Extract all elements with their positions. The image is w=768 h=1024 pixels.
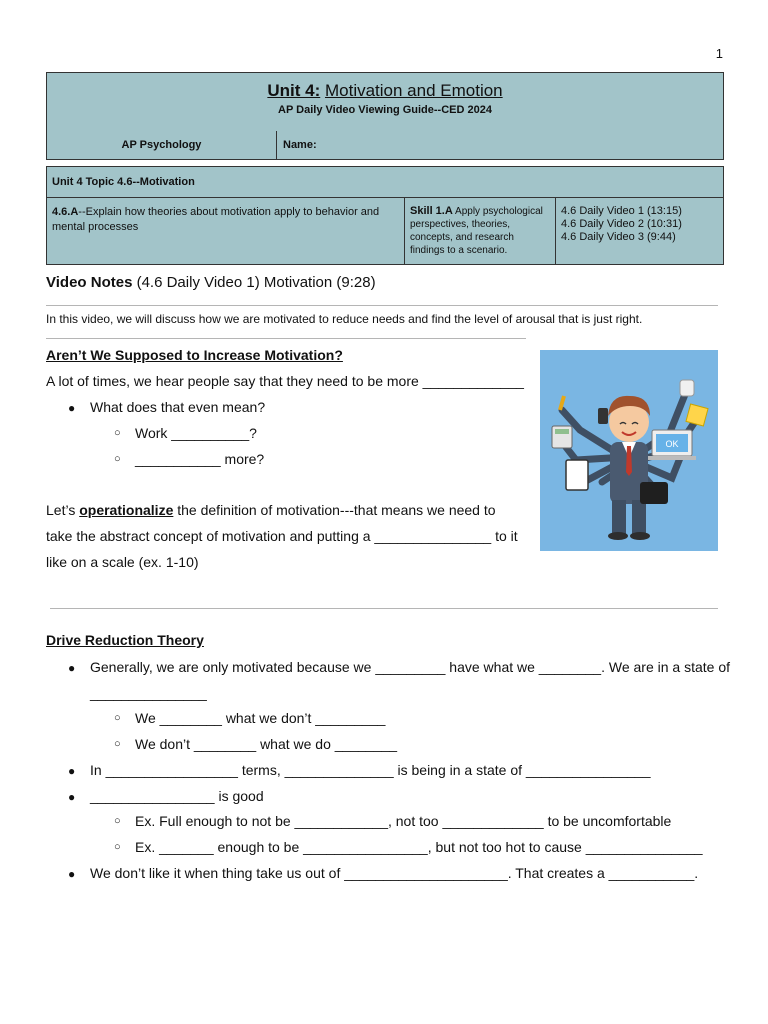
sub-bullet: ○ — [114, 841, 121, 853]
course-label: AP Psychology — [47, 131, 277, 159]
bullet-text-continued: _______________ — [90, 685, 207, 701]
sub-bullet: ○ — [114, 427, 121, 439]
skill-text: Apply psychological perspectives, theories, concepts, and research findings to a scenario. — [410, 206, 543, 256]
course-name-row — [46, 131, 724, 160]
skill-code: Skill 1.A — [410, 205, 453, 217]
guide-subtitle: AP Daily Video Viewing Guide--CED 2024 — [278, 104, 492, 116]
bullet-text: ________________ is good — [90, 788, 264, 804]
video-item: 4.6 Daily Video 3 (9:44) — [561, 231, 676, 243]
sub-bullet-text: We don’t ________ what we do ________ — [135, 736, 398, 752]
text-line: like on a scale (ex. 1-10) — [46, 554, 199, 570]
topic-title: Unit 4 Topic 4.6--Motivation — [47, 167, 723, 198]
divider — [46, 338, 526, 339]
objective-text: --Explain how theories about motivation apply to behavior and mental processes — [52, 206, 380, 233]
skill-cell — [405, 198, 556, 264]
bullet-text: Generally, we are only motivated because we _________ have what we ________. We are in a state of — [90, 659, 731, 675]
sub-bullet-text: Ex. Full enough to not be ____________, not too _____________ to be uncomfortable — [135, 813, 672, 829]
sub-bullet: ○ — [114, 815, 121, 827]
bullet-dot: ● — [68, 764, 76, 778]
sub-bullet-text: We ________ what we don’t _________ — [135, 710, 386, 726]
sub-bullet: ○ — [114, 738, 121, 750]
sub-bullet: ○ — [114, 453, 121, 465]
operationalize-term: operationalize — [79, 502, 174, 518]
sub-bullet-text: Work __________? — [135, 425, 257, 441]
topic-table — [46, 166, 724, 265]
video-item: 4.6 Daily Video 1 (13:15) — [561, 205, 682, 217]
bullet-dot: ● — [68, 790, 76, 804]
bullet-dot: ● — [68, 401, 76, 415]
video-item: 4.6 Daily Video 2 (10:31) — [561, 218, 682, 230]
text-fragment: Let’s — [46, 502, 80, 518]
unit-header — [46, 72, 724, 132]
objective-code: 4.6.A — [52, 206, 79, 218]
name-label: Name: — [283, 139, 317, 151]
page-number: 1 — [715, 46, 723, 61]
bullet-dot: ● — [68, 661, 76, 675]
text-line — [46, 502, 496, 518]
video-list — [556, 198, 723, 264]
learning-objective — [47, 198, 405, 264]
unit-label: Unit 4: — [267, 81, 321, 100]
divider — [50, 608, 718, 609]
section-heading: Aren’t We Supposed to Increase Motivation? — [46, 347, 343, 363]
multitasking-businessman-illustration — [540, 350, 718, 551]
laptop-screen-text: OK — [665, 439, 679, 449]
unit-title — [47, 81, 723, 101]
businessman-icon — [540, 350, 718, 551]
divider — [46, 305, 718, 306]
bullet-dot: ● — [68, 867, 76, 881]
bullet-text: We don’t like it when thing take us out of _____________________. That creates a ___________. — [90, 865, 699, 881]
video-notes-heading — [46, 274, 376, 291]
text-fragment: the definition of motivation---that means we need to — [173, 502, 496, 518]
video-notes-detail: (4.6 Daily Video 1) Motivation (9:28) — [132, 274, 376, 291]
bullet-text: What does that even mean? — [90, 399, 266, 415]
bullet-text: In _________________ terms, ______________ is being in a state of ________________ — [90, 762, 651, 778]
sub-bullet-text: ___________ more? — [135, 451, 265, 467]
sub-bullet: ○ — [114, 712, 121, 724]
text-line: take the abstract concept of motivation and putting a _______________ to it — [46, 528, 518, 544]
section-heading: Drive Reduction Theory — [46, 632, 204, 648]
name-field[interactable] — [277, 131, 723, 159]
sub-bullet-text: Ex. _______ enough to be ________________, but not too hot to cause _______________ — [135, 839, 703, 855]
unit-title-text: Motivation and Emotion — [324, 81, 503, 100]
video-intro: In this video, we will discuss how we are motivated to reduce needs and find the level of arousal that is just right. — [46, 312, 643, 326]
video-notes-label: Video Notes — [46, 274, 133, 291]
text-line: A lot of times, we hear people say that they need to be more _____________ — [46, 373, 524, 389]
